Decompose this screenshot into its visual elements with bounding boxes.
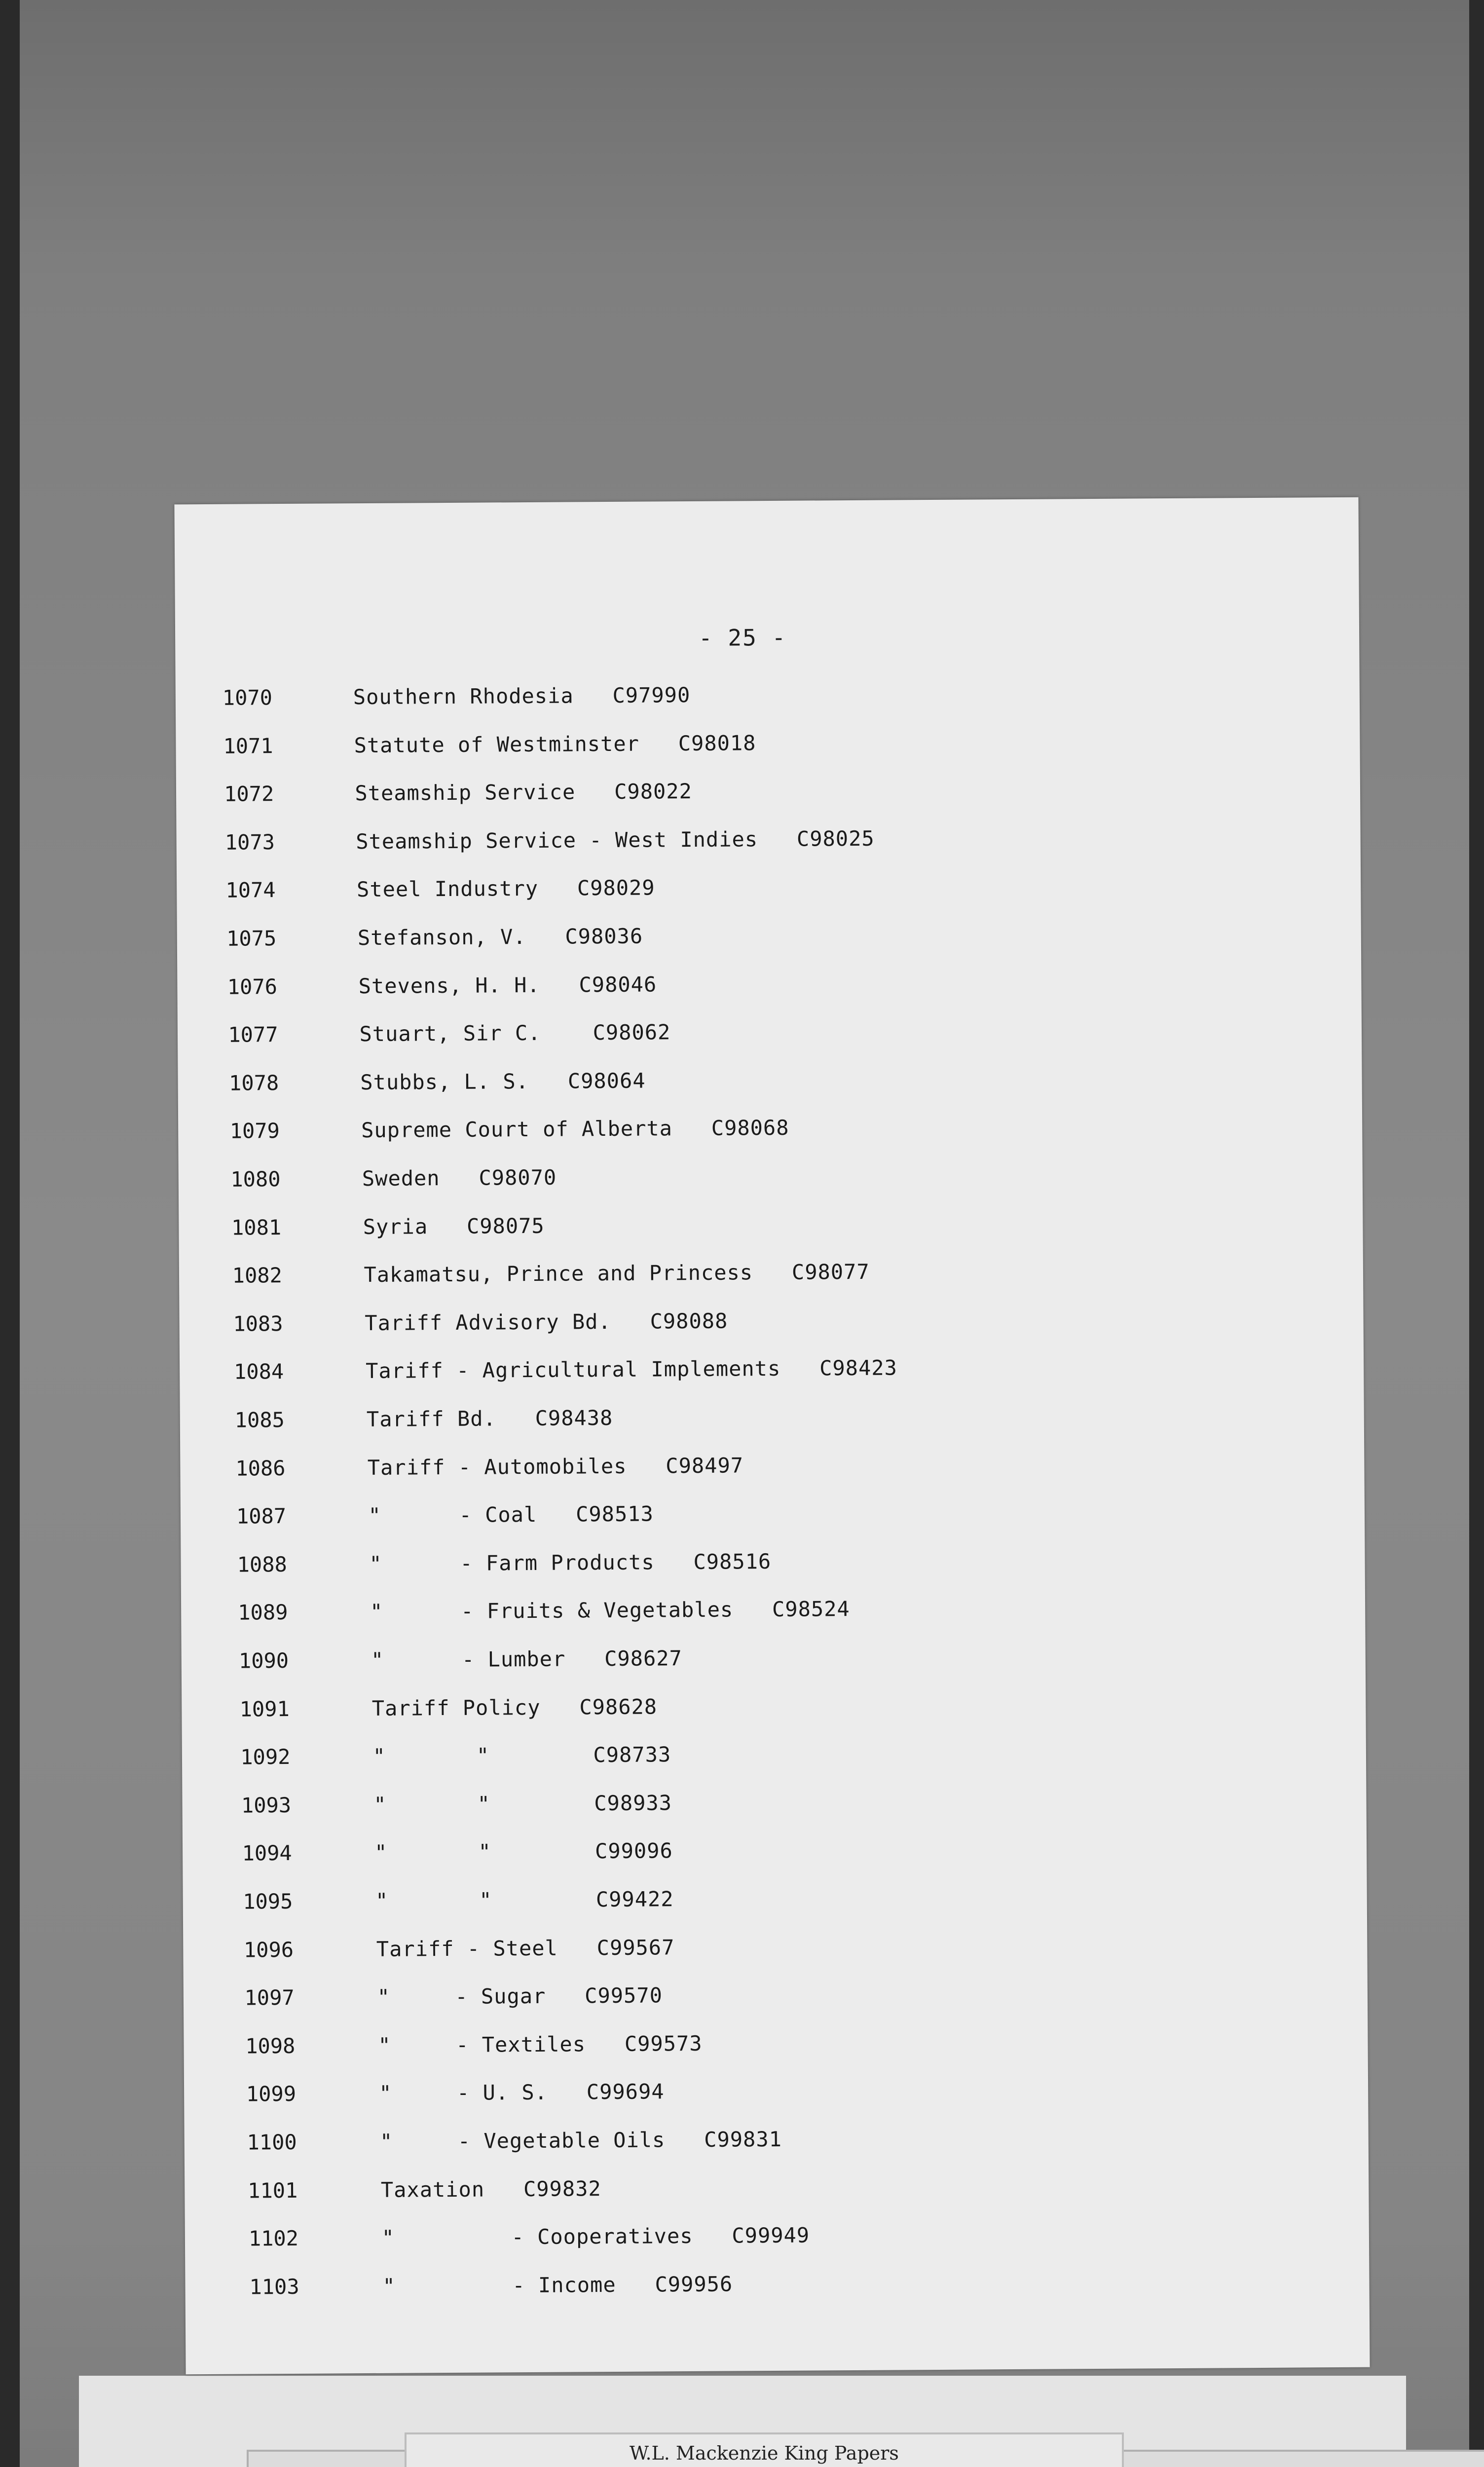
list-item	[178, 1016, 1362, 1063]
entry-number: 1092	[240, 1745, 291, 1769]
entry-number: 1086	[235, 1456, 286, 1481]
entry-number: 1077	[228, 1022, 278, 1047]
entry-text: Southern Rhodesia C97990	[353, 682, 691, 710]
list-item	[181, 1545, 1365, 1592]
entry-text: Tariff Bd. C98438	[366, 1405, 613, 1432]
entry-text: " - Income C99956	[382, 2272, 733, 2298]
entry-number: 1085	[234, 1408, 285, 1432]
list-item	[185, 2124, 1369, 2170]
entry-number: 1073	[224, 829, 275, 855]
entry-number: 1097	[244, 1985, 295, 2010]
entry-text: Tariff - Automobiles C98497	[367, 1453, 744, 1480]
entry-text: Syria C98075	[363, 1213, 545, 1239]
entry-text: " - Lumber C98627	[371, 1646, 683, 1672]
list-item	[183, 1931, 1367, 1978]
list-item	[180, 1401, 1364, 1448]
entry-number: 1072	[223, 782, 274, 806]
entry-text: Steamship Service - West Indies C98025	[356, 826, 875, 854]
entry-text: Taxation C99832	[380, 2176, 601, 2202]
entry-number: 1071	[223, 733, 273, 758]
list-item	[179, 1208, 1363, 1255]
entry-number: 1081	[231, 1215, 282, 1240]
entry-number: 1100	[247, 2130, 297, 2155]
entry-text: " - Textiles C99573	[378, 2031, 703, 2057]
entry-text: Statute of Westminster C98018	[354, 730, 756, 757]
entry-number: 1079	[229, 1119, 280, 1144]
entry-number: 1076	[227, 974, 278, 999]
list-item	[179, 1257, 1363, 1304]
collection-label-line1: W.L. Mackenzie King Papers	[630, 2442, 899, 2464]
list-item	[178, 1064, 1362, 1111]
list-item	[185, 2220, 1369, 2267]
entry-text: Tariff Advisory Bd. C98088	[365, 1308, 728, 1335]
entry-number: 1095	[243, 1889, 293, 1914]
entry-list	[174, 497, 1370, 2375]
list-item	[184, 2027, 1368, 2074]
entry-text: Steamship Service C98022	[355, 779, 693, 806]
entry-number: 1084	[233, 1359, 284, 1384]
entry-text: " - Farm Products C98516	[369, 1549, 772, 1576]
entry-text: Tariff - Agricultural Implements C98423	[366, 1355, 898, 1383]
list-item	[181, 1497, 1365, 1544]
list-item	[178, 1112, 1362, 1159]
list-item	[182, 1690, 1366, 1737]
list-item	[184, 1979, 1368, 2026]
entry-number: 1089	[238, 1600, 288, 1625]
list-item	[180, 1353, 1364, 1400]
list-item	[185, 2268, 1369, 2315]
entry-number: 1078	[228, 1070, 279, 1095]
entry-text: " " C99096	[374, 1838, 673, 1865]
entry-number: 1101	[248, 2178, 298, 2203]
list-item	[183, 1834, 1367, 1881]
list-item	[181, 1594, 1365, 1641]
entry-number: 1103	[249, 2274, 299, 2299]
entry-text: Stuart, Sir C. C98062	[359, 1020, 671, 1047]
entry-text: " - U. S. C99694	[379, 2079, 665, 2106]
entry-number: 1096	[243, 1937, 294, 1962]
list-item	[180, 1449, 1364, 1496]
entry-number: 1074	[225, 878, 276, 903]
entry-number: 1080	[230, 1167, 281, 1192]
document-page	[174, 497, 1370, 2375]
entry-text: " " C99422	[375, 1887, 674, 1913]
entry-text: " " C98733	[372, 1742, 671, 1769]
entry-number: 1098	[245, 2033, 296, 2058]
entry-text: Stefanson, V. C98036	[357, 924, 643, 950]
entry-number: 1088	[237, 1552, 287, 1577]
entry-text: Stubbs, L. S. C98064	[360, 1068, 646, 1094]
list-item	[179, 1305, 1363, 1351]
entry-text: " - Cooperatives C99949	[381, 2223, 810, 2250]
entry-text: Tariff Policy C98628	[371, 1694, 658, 1720]
list-item	[184, 2075, 1368, 2122]
film-edge-right	[1469, 0, 1484, 2467]
list-item	[176, 775, 1360, 822]
list-item	[183, 1883, 1367, 1930]
entry-number: 1087	[236, 1504, 287, 1529]
entry-text: Stevens, H. H. C98046	[358, 972, 657, 998]
collection-label	[405, 2432, 1124, 2467]
entry-number: 1075	[226, 926, 277, 951]
entry-text: Supreme Court of Alberta C98068	[361, 1116, 789, 1143]
entry-text: " - Sugar C99570	[377, 1983, 663, 2010]
entry-number: 1090	[238, 1648, 289, 1673]
entry-text: " - Coal C98513	[368, 1501, 654, 1528]
entry-number: 1093	[241, 1793, 292, 1818]
entry-number: 1102	[248, 2226, 299, 2251]
entry-number: 1083	[233, 1311, 283, 1336]
list-item	[177, 968, 1361, 1014]
list-item	[182, 1642, 1366, 1689]
list-item	[182, 1786, 1366, 1833]
list-item	[176, 727, 1360, 774]
entry-number: 1070	[222, 685, 273, 710]
film-edge-left	[0, 0, 20, 2467]
entry-number: 1094	[242, 1841, 292, 1866]
list-item	[177, 920, 1361, 967]
entry-text: " " C98933	[373, 1791, 672, 1817]
entry-text: Steel Industry C98029	[356, 875, 655, 902]
entry-number: 1091	[239, 1696, 290, 1721]
list-item	[177, 871, 1361, 918]
entry-text: Tariff - Steel C99567	[376, 1935, 675, 1961]
list-item	[176, 679, 1360, 726]
entry-text: Sweden C98070	[362, 1165, 557, 1191]
list-item	[176, 823, 1360, 870]
page-number: - 25 -	[698, 624, 787, 651]
entry-text: Takamatsu, Prince and Princess C98077	[364, 1259, 870, 1287]
entry-number: 1082	[232, 1263, 283, 1288]
list-item	[179, 1160, 1363, 1207]
entry-text: " - Vegetable Oils C99831	[379, 2127, 782, 2154]
list-item	[185, 2171, 1369, 2218]
list-item	[182, 1738, 1366, 1785]
entry-number: 1099	[246, 2082, 297, 2106]
entry-text: " - Fruits & Vegetables C98524	[370, 1597, 850, 1624]
